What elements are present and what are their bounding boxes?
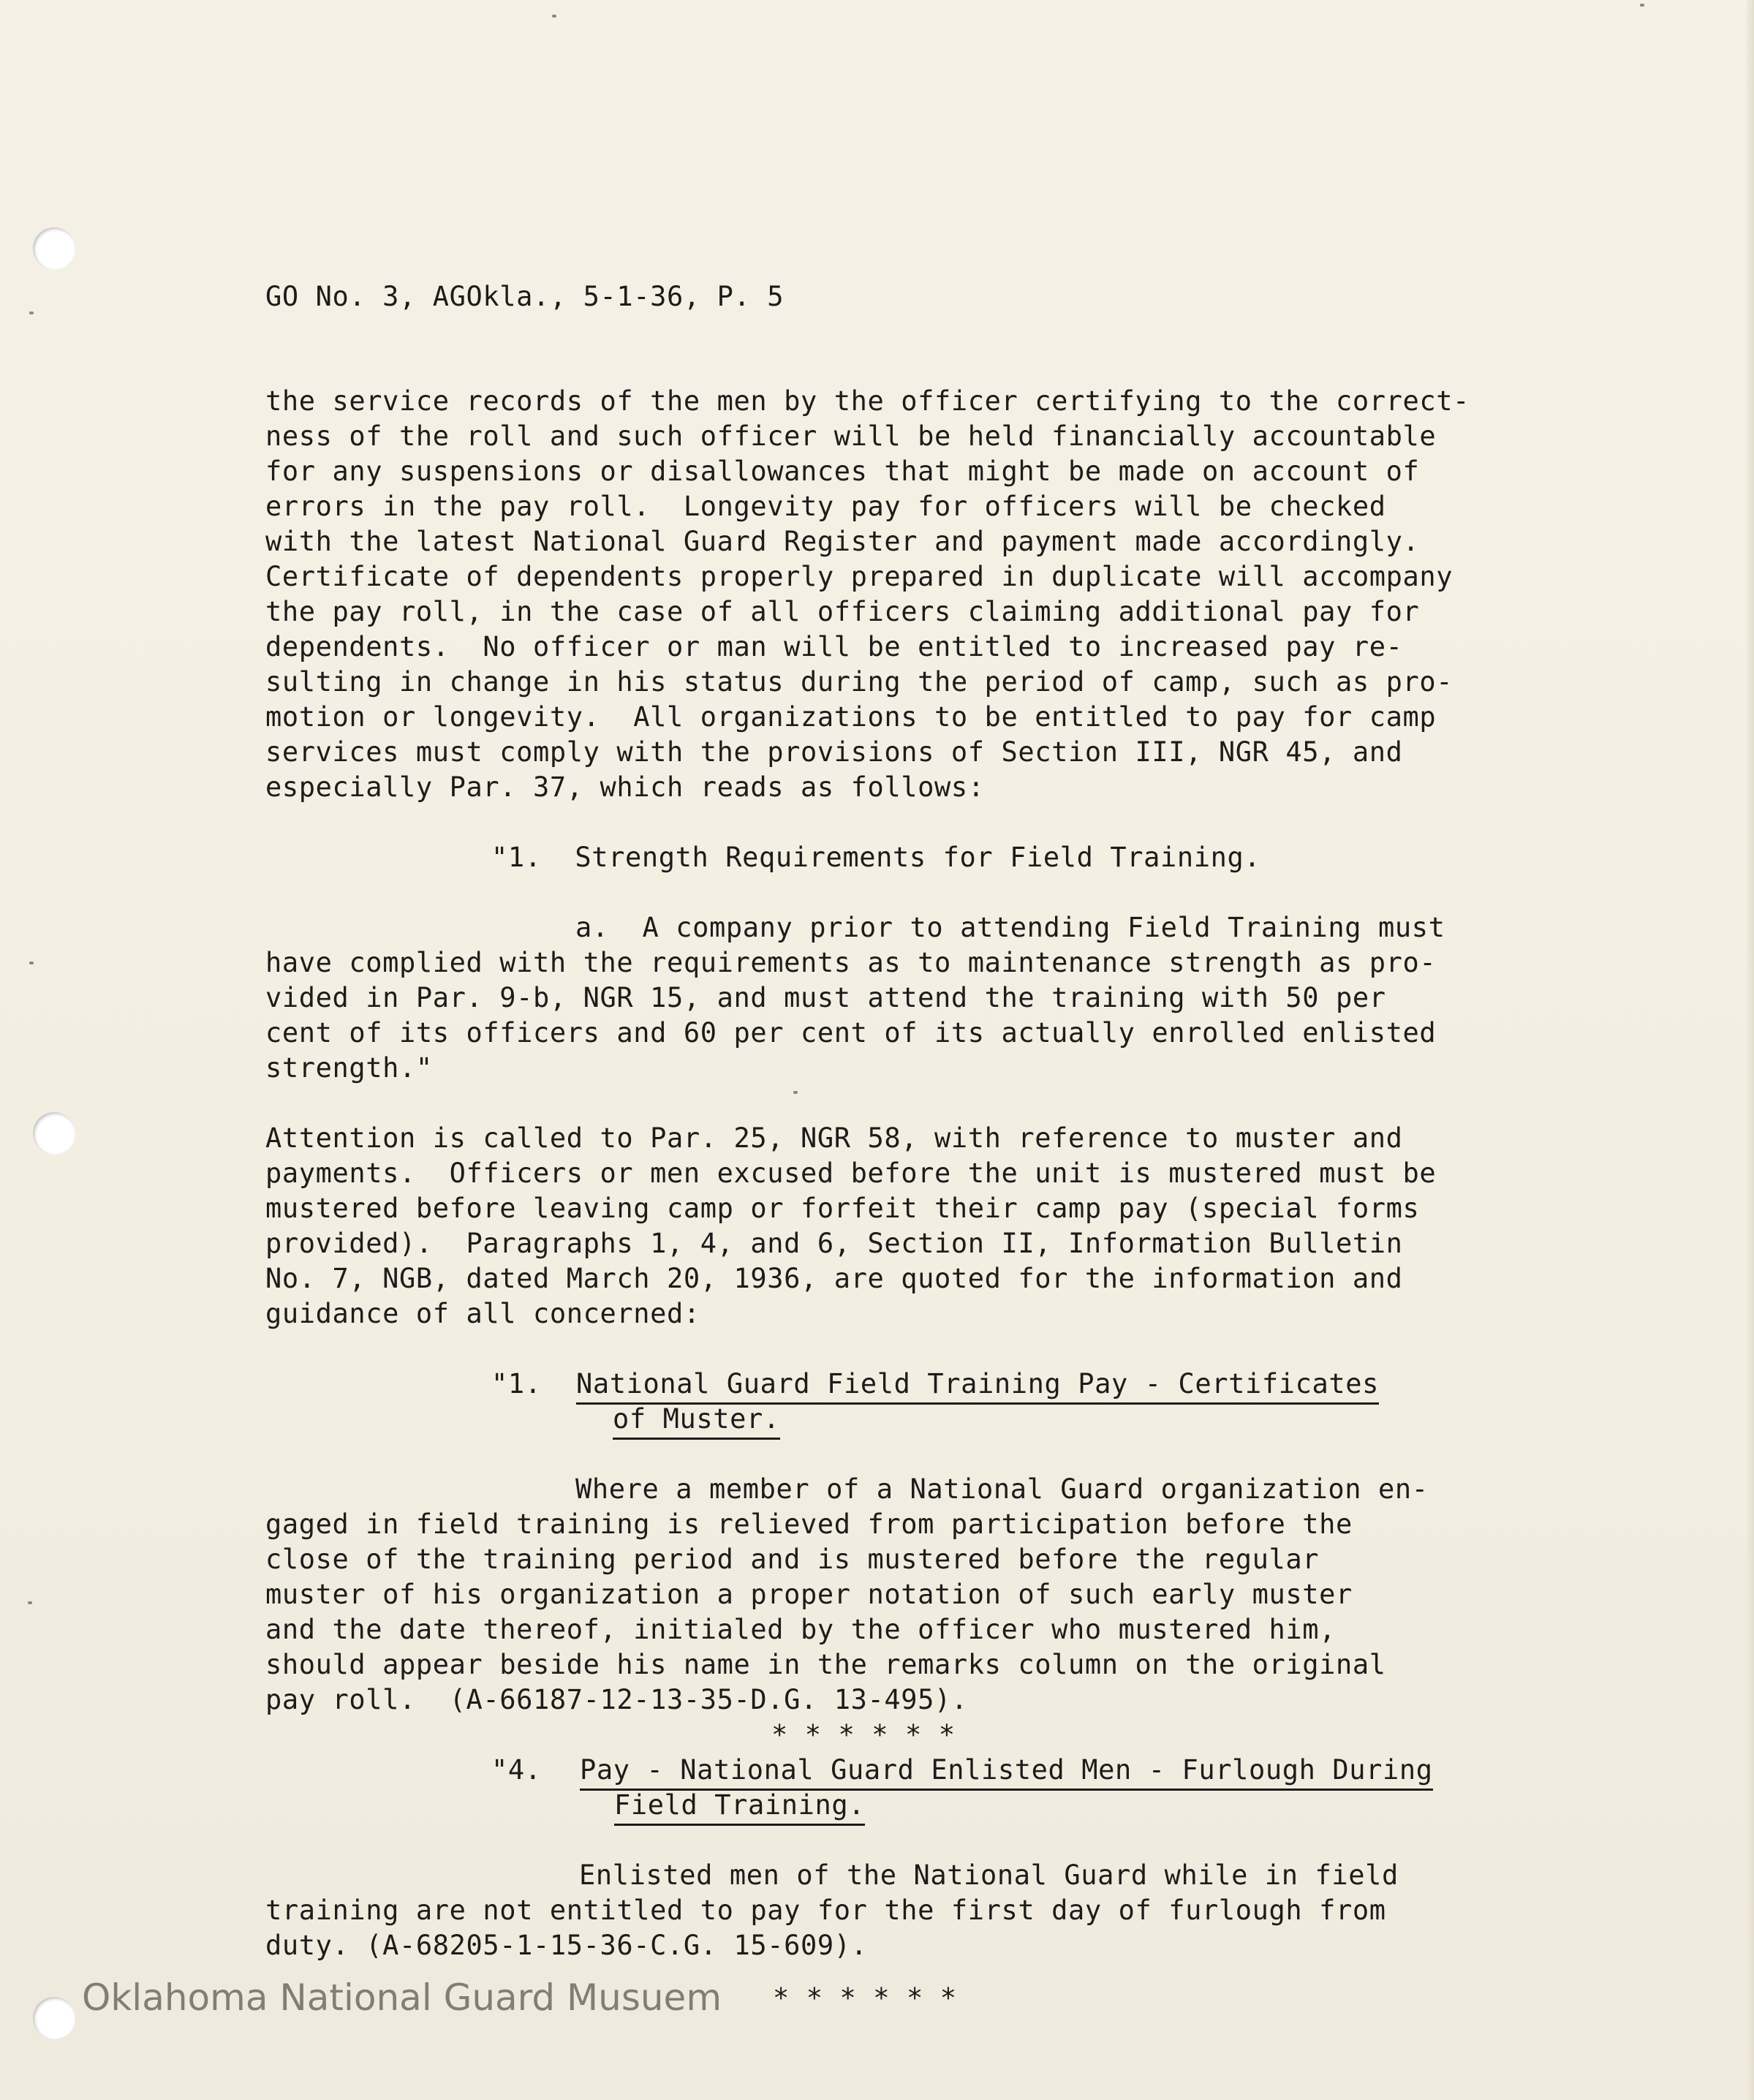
para2-line: payments. Officers or men excused before the unit is mustered must be xyxy=(265,1157,1437,1189)
paper-speck xyxy=(28,1601,32,1604)
quote3-line: training are not entitled to pay for the first day of furlough from xyxy=(265,1895,1386,1926)
quote2-number: "1. xyxy=(491,1368,542,1400)
para1-line: motion or longevity. All organizations to be entitled to pay for camp xyxy=(265,701,1437,733)
paper-speck xyxy=(29,962,34,964)
quote1-line: a. A company prior to attending Field Training must xyxy=(575,912,1445,943)
quote1-line: strength." xyxy=(265,1052,433,1084)
para2-line: No. 7, NGB, dated March 20, 1936, are quoted for the information and xyxy=(265,1263,1403,1294)
quote3-title-line: Pay - National Guard Enlisted Men - Furlough During xyxy=(580,1753,1433,1791)
quote2-title-line: National Guard Field Training Pay - Certificates xyxy=(576,1367,1379,1405)
quote2-line: close of the training period and is mustered before the regular xyxy=(265,1544,1320,1575)
quote3-line: Enlisted men of the National Guard while in field xyxy=(579,1859,1399,1891)
para1-line: with the latest National Guard Register and payment made accordingly. xyxy=(265,526,1420,557)
quote2-line: pay roll. (A-66187-12-13-35-D.G. 13-495). xyxy=(265,1684,968,1715)
para1-line: the pay roll, in the case of all officers claiming additional pay for xyxy=(265,596,1420,627)
para1-line: errors in the pay roll. Longevity pay for officers will be checked xyxy=(265,491,1386,522)
para1-line: especially Par. 37, which reads as follows: xyxy=(265,771,985,803)
quote2-line: Where a member of a National Guard organization en- xyxy=(575,1473,1429,1505)
para2-line: guidance of all concerned: xyxy=(265,1298,700,1329)
quote3-line: duty. (A-68205-1-15-36-C.G. 15-609). xyxy=(265,1930,868,1961)
para1-line: the service records of the men by the officer certifying to the correct- xyxy=(265,385,1470,417)
quote1-line: vided in Par. 9-b, NGR 15, and must attend the training with 50 per xyxy=(265,982,1386,1013)
quote2-line: gaged in field training is relieved from participation before the xyxy=(265,1508,1353,1540)
paper-speck xyxy=(552,15,556,18)
quote3-number: "4. xyxy=(491,1754,542,1786)
para1-line: ness of the roll and such officer will be held financially accountable xyxy=(265,420,1437,452)
para2-line: mustered before leaving camp or forfeit their camp pay (special forms xyxy=(265,1193,1420,1224)
quote2-line: muster of his organization a proper notation of such early muster xyxy=(265,1579,1353,1610)
punch-hole xyxy=(33,227,75,270)
para2-line: Attention is called to Par. 25, NGR 58, with reference to muster and xyxy=(265,1122,1403,1154)
quote3-title-line: Field Training. xyxy=(614,1788,865,1826)
para1-line: Certificate of dependents properly prepared in duplicate will accompany xyxy=(265,561,1454,592)
para2-line: provided). Paragraphs 1, 4, and 6, Section II, Information Bulletin xyxy=(265,1228,1403,1259)
quote2-title-line: of Muster. xyxy=(613,1402,780,1440)
document-header: GO No. 3, AGOkla., 5-1-36, P. 5 xyxy=(265,281,785,312)
separator-asterisks: * * * * * * xyxy=(773,1982,957,2014)
separator-asterisks: * * * * * * xyxy=(771,1719,956,1750)
quote2-line: should appear beside his name in the remarks column on the original xyxy=(265,1649,1386,1680)
para1-line: sulting in change in his status during the period of camp, such as pro- xyxy=(265,666,1454,698)
paper-speck xyxy=(1640,4,1644,7)
punch-hole xyxy=(33,1997,75,2039)
quote1-heading: "1. Strength Requirements for Field Training. xyxy=(491,842,1261,873)
para1-line: for any suspensions or disallowances that might be made on account of xyxy=(265,456,1420,487)
para1-line: services must comply with the provisions of Section III, NGR 45, and xyxy=(265,736,1403,768)
paper-speck xyxy=(793,1091,798,1094)
quote2-line: and the date thereof, initialed by the officer who mustered him, xyxy=(265,1614,1337,1645)
quote1-line: have complied with the requirements as to maintenance strength as pro- xyxy=(265,947,1437,978)
quote1-line: cent of its officers and 60 per cent of its actually enrolled enlisted xyxy=(265,1017,1437,1049)
paper-speck xyxy=(29,311,34,314)
para1-line: dependents. No officer or man will be entitled to increased pay re- xyxy=(265,631,1403,662)
punch-hole xyxy=(33,1112,75,1155)
museum-watermark: Oklahoma National Guard Musuem xyxy=(82,1976,722,2019)
page-edge xyxy=(1747,0,1754,2100)
